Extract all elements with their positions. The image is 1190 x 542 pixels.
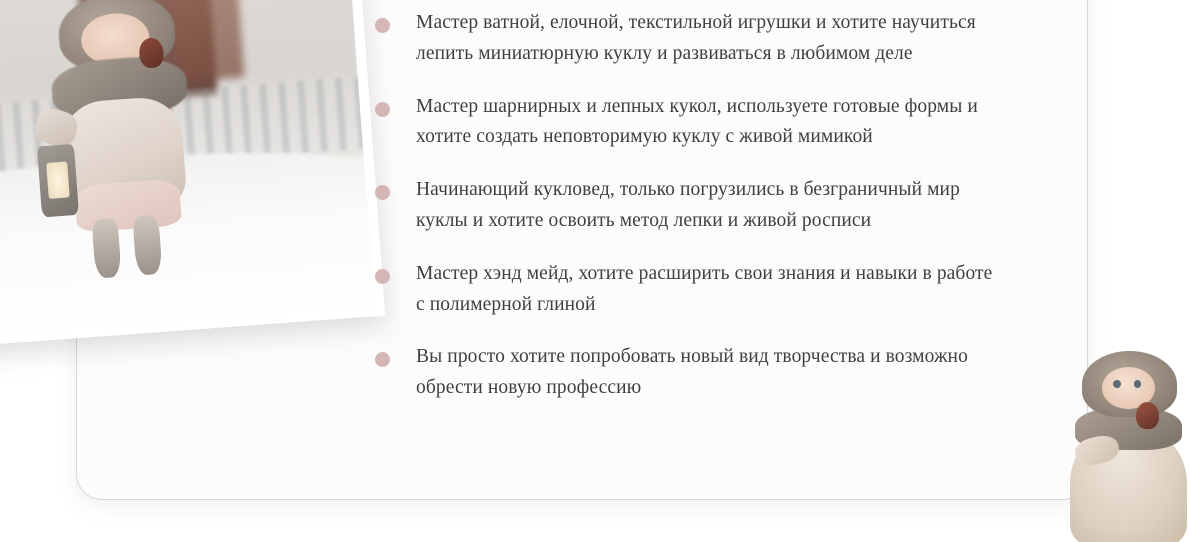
bullet-dot-icon — [375, 269, 390, 284]
list-item-text: Вы просто хотите попробовать новый вид творчества и возможно обрести новую профессию — [416, 346, 968, 399]
list-item-text: Начинающий кукловед, только погрузились в безграничный мир куклы и хотите освоить метод лепки и живой росписи — [416, 179, 960, 231]
list-item-text: Мастер шарнирных и лепных кукол, используете готовые формы и хотите создать неповторимую куклу с живой мимикой — [416, 95, 978, 148]
list-item-text: Мастер ватной, елочной, текстильной игрушки и хотите научиться лепить миниатюрную куклу и развиваться в любимом деле — [416, 12, 976, 64]
list-item — [375, 342, 1015, 404]
benefits-list — [375, 8, 1015, 426]
corner-doll-eye-left — [1113, 380, 1121, 388]
list-item — [375, 175, 1015, 237]
doll-photo-card — [0, 0, 385, 351]
doll-photo-corner — [1062, 347, 1190, 542]
doll-photo-winter — [0, 0, 375, 341]
bullet-dot-icon — [375, 18, 390, 33]
bullet-dot-icon — [375, 102, 390, 117]
bullet-dot-icon — [375, 185, 390, 200]
bullet-dot-icon — [375, 352, 390, 367]
list-item-text: Мастер хэнд мейд, хотите расширить свои знания и навыки в работе с полимерной глиной — [416, 262, 993, 315]
list-item — [375, 92, 1015, 154]
doll-skirt — [74, 178, 182, 233]
corner-doll-bird — [1136, 402, 1159, 429]
doll-lantern — [37, 144, 80, 217]
doll-figure — [22, 0, 231, 294]
list-item — [375, 259, 1015, 321]
list-item — [375, 8, 1015, 70]
doll-leg-left — [91, 218, 122, 279]
